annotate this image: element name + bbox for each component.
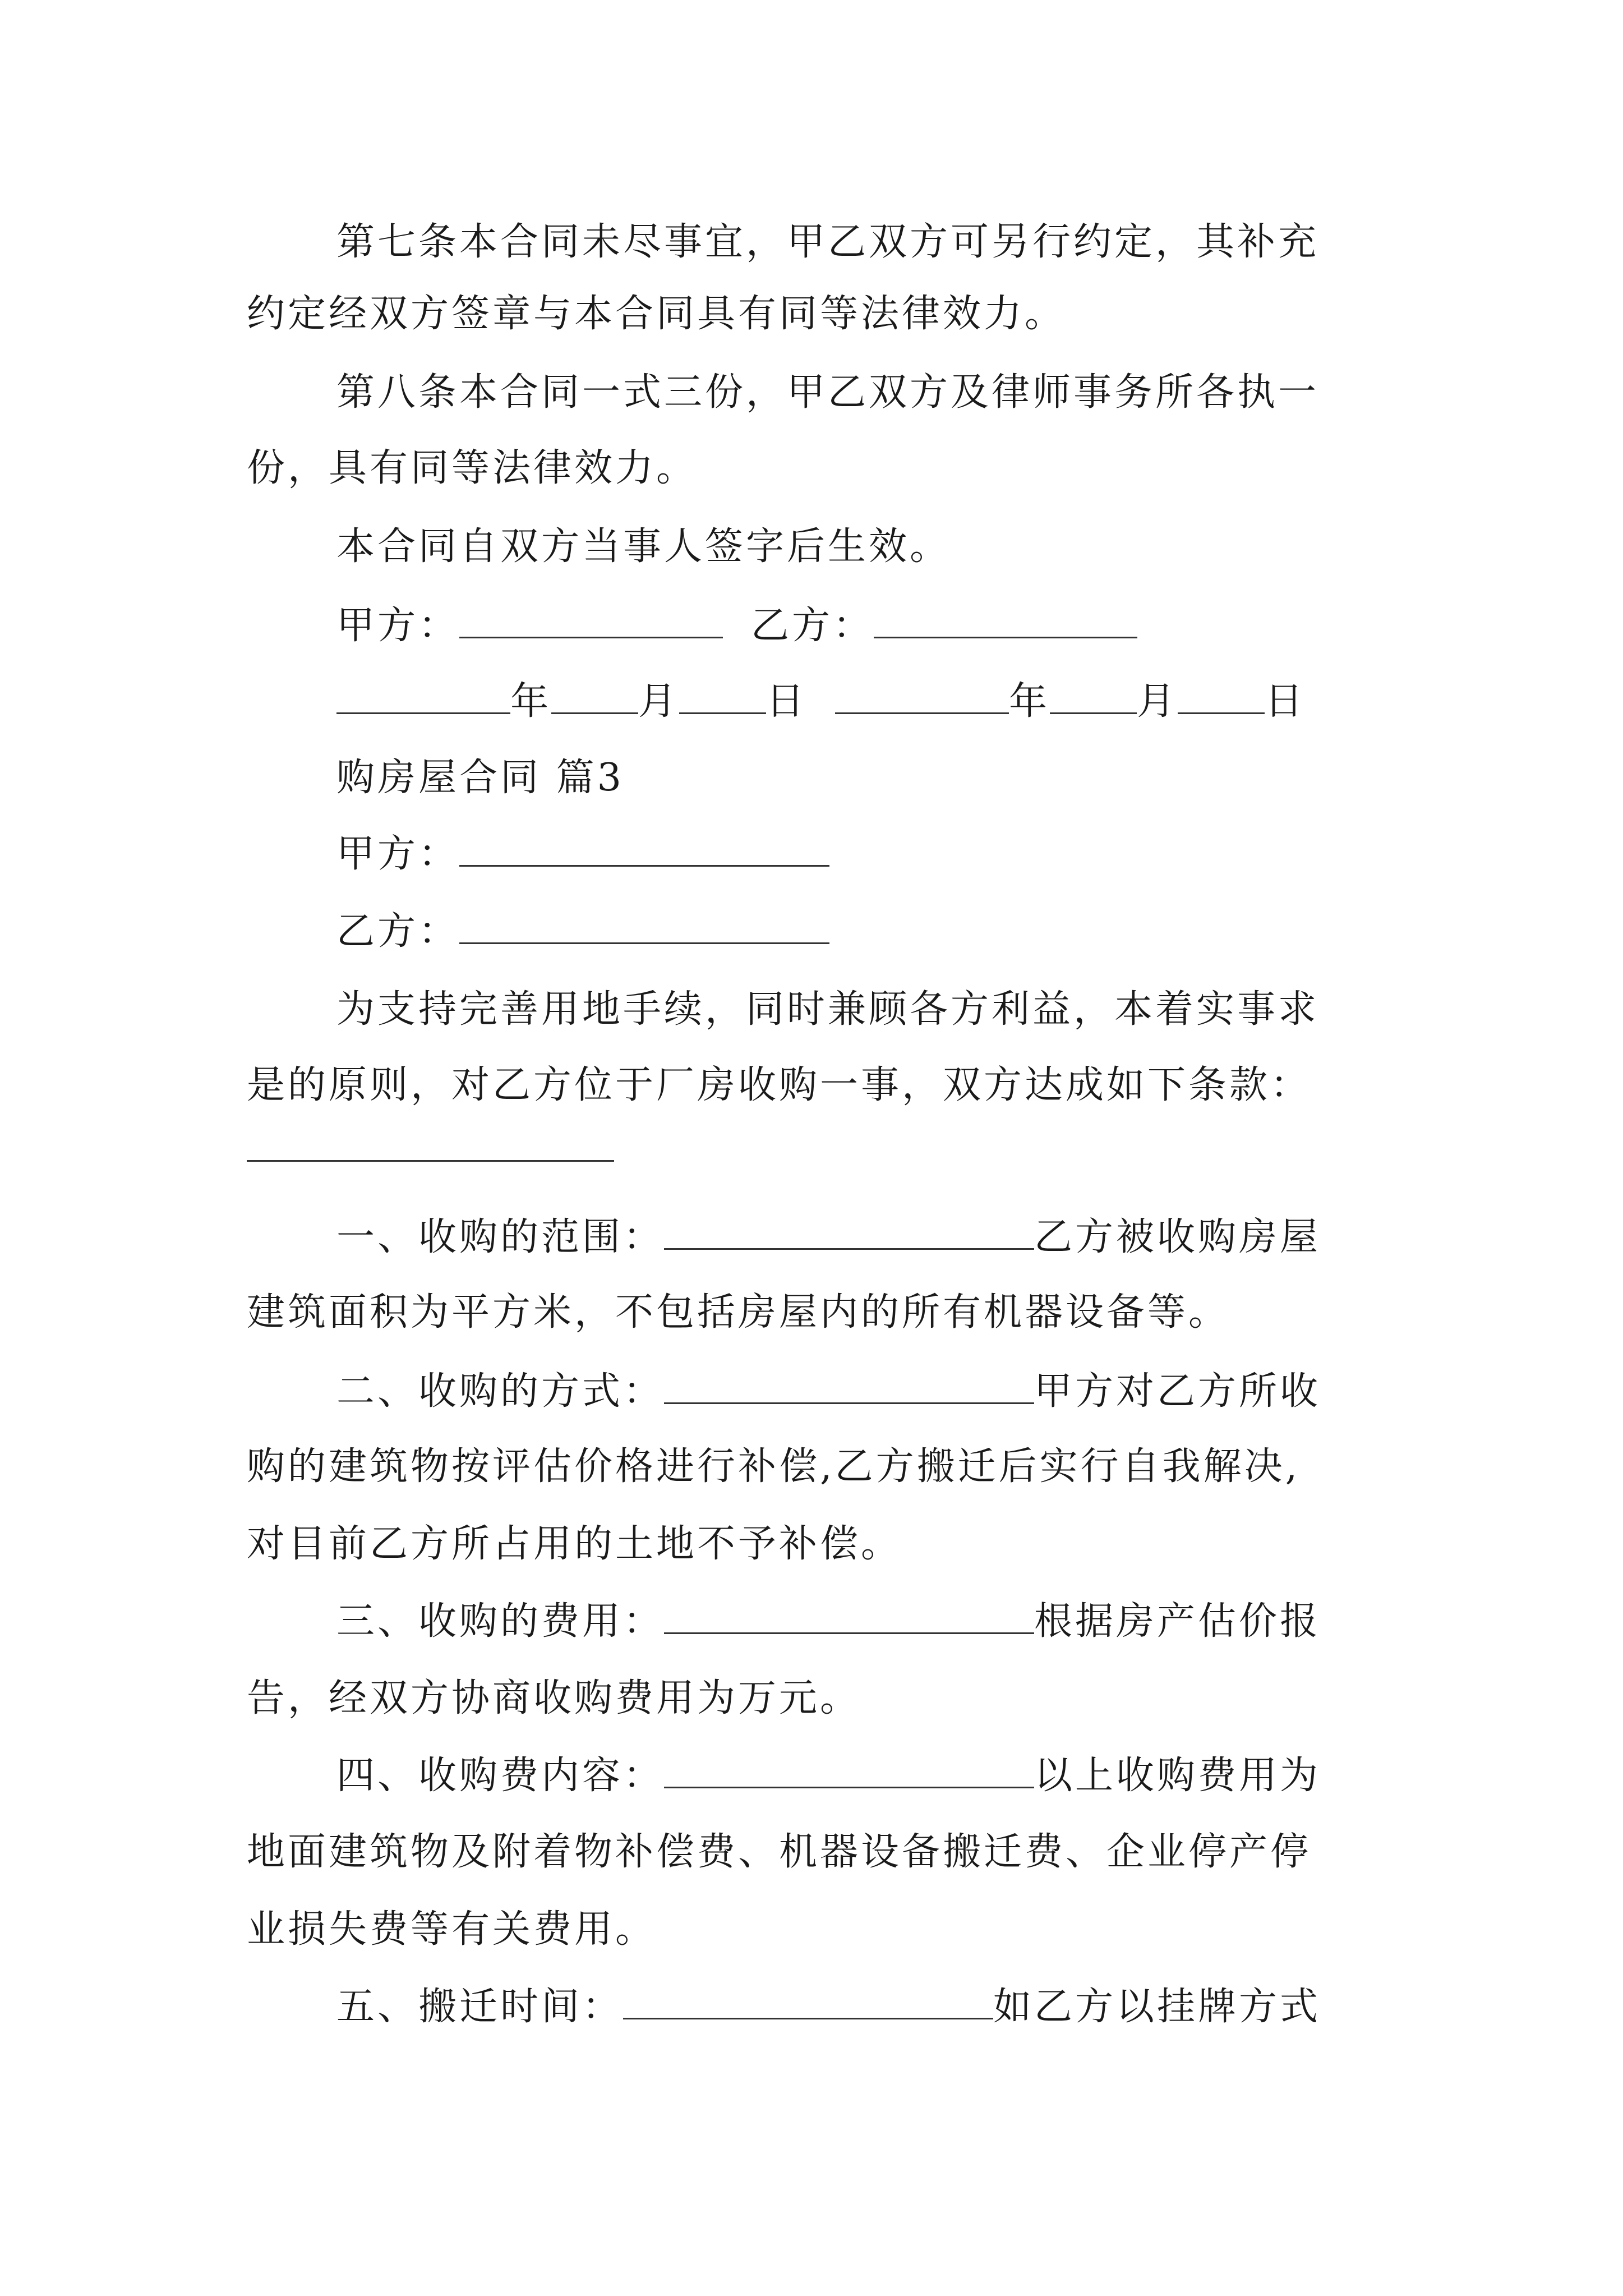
- item-5-prefix: 五、搬迁时间：: [336, 1985, 624, 2029]
- intro-line-2: 是的原则，对乙方位于厂房收购一事，双方达成如下条款：: [247, 1063, 1312, 1107]
- party-b-sign-blank: [874, 603, 1137, 638]
- effective-clause: 本合同自双方当事人签字后生效。: [336, 524, 951, 569]
- intro-blank: [247, 1160, 614, 1162]
- item-4-line-1: [336, 1753, 1321, 1798]
- item-1-blank: [664, 1214, 1034, 1250]
- month-label: 月: [638, 679, 680, 724]
- item-5-blank: [623, 1984, 993, 2019]
- day-label: 日: [766, 679, 808, 724]
- item-1-line-1: [336, 1214, 1321, 1260]
- day-label: 日: [1265, 679, 1306, 724]
- c3-party-a-row: [336, 831, 829, 877]
- c3-party-a-label: 甲方：: [336, 832, 460, 876]
- year-label: 年: [1009, 679, 1050, 724]
- month-label: 月: [1137, 679, 1178, 724]
- year-label: 年: [510, 679, 552, 724]
- item-3-line-2: 告，经双方协商收购费用为万元。: [247, 1676, 861, 1720]
- party-a-year-blank: [336, 679, 510, 714]
- article-7-line-1: 第七条本合同未尽事宜，甲乙双方可另行约定，其补充: [336, 220, 1320, 264]
- item-5-line-1: [336, 1984, 1321, 2030]
- party-a-day-blank: [679, 679, 766, 714]
- item-2-blank: [664, 1369, 1034, 1404]
- c3-party-b-blank: [459, 909, 829, 944]
- item-4-suffix: 以上收购费用为: [1034, 1754, 1321, 1798]
- intro-line-1: 为支持完善用地手续，同时兼顾各方利益，本着实事求: [336, 987, 1320, 1032]
- item-2-suffix: 甲方对乙方所收: [1034, 1369, 1321, 1414]
- item-4-line-2: 地面建筑物及附着物补偿费、机器设备搬迁费、企业停产停: [247, 1830, 1312, 1874]
- party-b-month-blank: [1050, 679, 1137, 714]
- party-b-label: 乙方：: [751, 604, 874, 648]
- item-1-prefix: 一、收购的范围：: [336, 1215, 665, 1259]
- item-3-blank: [664, 1599, 1034, 1634]
- item-1-suffix: 乙方被收购房屋: [1034, 1215, 1321, 1259]
- date-row: [336, 679, 1306, 724]
- party-a-month-blank: [551, 679, 638, 714]
- party-a-label: 甲方：: [336, 604, 460, 648]
- article-7-line-2: 约定经双方签章与本合同具有同等法律效力。: [247, 292, 1066, 336]
- party-b-year-blank: [835, 679, 1009, 714]
- c3-party-b-row: [336, 909, 829, 954]
- item-2-prefix: 二、收购的方式：: [336, 1369, 665, 1414]
- item-4-line-3: 业损失费等有关费用。: [247, 1907, 657, 1952]
- article-8-line-1: 第八条本合同一式三份，甲乙双方及律师事务所各执一: [336, 370, 1320, 415]
- article-8-line-2: 份，具有同等法律效力。: [247, 446, 698, 490]
- party-a-sign-blank: [459, 603, 723, 638]
- item-2-line-3: 对目前乙方所占用的土地不予补偿。: [247, 1522, 902, 1566]
- item-3-line-1: [336, 1599, 1321, 1644]
- item-3-prefix: 三、收购的费用：: [336, 1599, 665, 1644]
- item-2-line-1: [336, 1369, 1321, 1414]
- c3-party-b-label: 乙方：: [336, 909, 460, 954]
- item-4-blank: [664, 1753, 1034, 1788]
- contract-3-title: 购房屋合同 篇3: [336, 756, 624, 800]
- item-2-line-2: 购的建筑物按评估价格进行补偿,乙方搬迁后实行自我解决,: [247, 1444, 1301, 1489]
- item-4-prefix: 四、收购费内容：: [336, 1754, 665, 1798]
- item-5-suffix: 如乙方以挂牌方式: [993, 1985, 1321, 2029]
- item-3-suffix: 根据房产估价报: [1034, 1599, 1321, 1644]
- signature-row: [336, 603, 1137, 648]
- party-b-day-blank: [1178, 679, 1265, 714]
- item-1-line-2: 建筑面积为平方米，不包括房屋内的所有机器设备等。: [247, 1290, 1230, 1335]
- c3-party-a-blank: [459, 831, 829, 867]
